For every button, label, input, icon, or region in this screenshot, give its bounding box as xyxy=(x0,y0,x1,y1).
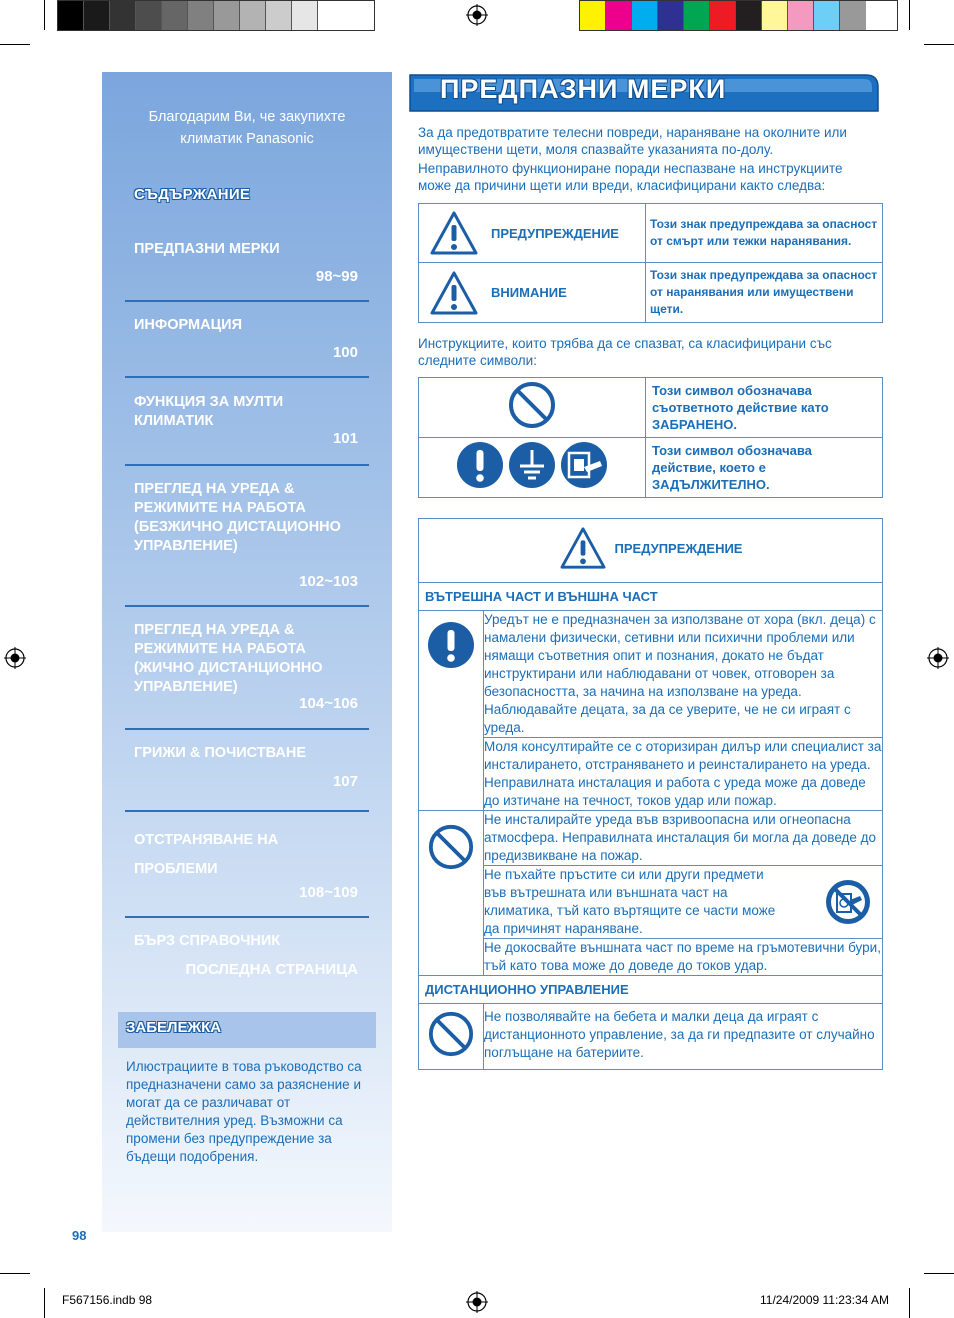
warning-triangle-icon xyxy=(429,210,479,256)
symbol-description: Този символ обозначава действие, което е ЗАДЪЛЖИТЕЛНО. xyxy=(652,443,812,492)
crop-mark xyxy=(0,1273,30,1274)
toc-item-page: 100 xyxy=(332,344,358,361)
warning-item: Моля консултирайте се с оторизиран дилър или специалист за инсталирането, отстраняването и реинсталирането на уреда. Неправилната инсталация и работа с уреда може да доведе до изтичане на течност, токов удар или пожар. xyxy=(484,738,883,811)
symbols-table xyxy=(418,377,883,498)
toc-item-title[interactable]: ИНФОРМАЦИЯ xyxy=(134,317,243,333)
registration-mark-icon xyxy=(466,4,488,26)
toc-divider xyxy=(125,916,369,918)
table-row xyxy=(419,583,883,611)
toc-divider xyxy=(125,300,369,302)
table-row xyxy=(419,738,883,811)
crop-mark xyxy=(0,44,30,45)
ground-connection-icon xyxy=(508,441,556,489)
mandatory-exclamation-icon xyxy=(456,441,504,489)
caution-triangle-icon xyxy=(429,270,479,316)
warning-item: Уредът не е предназначен за използване от хора (вкл. деца) с намалени физически, сетивни или психични проблеми или нямащи съответния опит и познания, докато не бъдат инструктирани или наблюдавани от човек, отговорен за безопасността, за начина на използване на уреда. Наблюдавайте децата, за да се уверите, че не си играят с уреда. xyxy=(484,611,883,738)
mandatory-exclamation-icon xyxy=(427,621,475,669)
table-row xyxy=(419,811,883,866)
toc-item-page: 104~106 xyxy=(299,695,358,712)
note-text: Илюстрациите в това ръководство са предназначени само за разяснение и могат да се различават от действителния уред. Възможни са промени без предупреждение за бъдещи подобрения. xyxy=(126,1059,362,1164)
crop-mark xyxy=(909,1288,910,1318)
footer-file: F567156.indb 98 xyxy=(62,1293,153,1307)
unplug-power-icon xyxy=(560,441,608,489)
page-title: ПРЕДПАЗНИ МЕРКИ xyxy=(440,74,727,104)
page-number: 98 xyxy=(72,1228,87,1243)
warning-table xyxy=(418,518,883,1070)
toc-item-title[interactable]: БЪРЗ СПРАВОЧНИК xyxy=(134,933,281,949)
crop-mark xyxy=(924,44,954,45)
table-row xyxy=(419,263,883,323)
no-fingers-in-fan-icon xyxy=(824,878,872,926)
toc-item-page: 107 xyxy=(332,773,358,790)
section-heading: ВЪТРЕШНА ЧАСТ И ВЪНШНА ЧАСТ xyxy=(419,583,883,611)
severity-description: Този знак предупреждава за опасност от наранявания или имуществени щети. xyxy=(650,268,878,316)
toc-item-page: ПОСЛЕДНА СТРАНИЦА xyxy=(185,961,358,978)
crop-mark xyxy=(44,0,45,30)
prohibited-icon xyxy=(427,1010,475,1058)
toc-item-page: 108~109 xyxy=(299,884,358,901)
prohibited-icon xyxy=(507,380,557,430)
toc-item-page: 102~103 xyxy=(299,573,358,590)
toc-heading: СЪДЪРЖАНИЕ xyxy=(134,186,251,203)
footer-date: 11/24/2009 11:23:34 AM xyxy=(760,1293,889,1307)
symbols-intro: Инструкциите, които трябва да се спазват, са класифицирани със следните символи: xyxy=(418,336,832,368)
table-row xyxy=(419,519,883,583)
registration-mark-icon xyxy=(466,1291,488,1313)
symbol-description: Този символ обозначава съответното действие като ЗАБРАНЕНО. xyxy=(652,383,829,432)
section-heading: ДИСТАНЦИОННО УПРАВЛЕНИЕ xyxy=(419,976,883,1004)
severity-table xyxy=(418,203,883,323)
warning-item: Не позволявайте на бебета и малки деца да играят с дистанционното управление, за да ги предпазите от случайно поглъщане на батериите. xyxy=(484,1004,883,1070)
table-row xyxy=(419,976,883,1004)
toc-item-title[interactable]: ОТСТРАНЯВАНЕ НА ПРОБЛЕМИ xyxy=(134,832,279,877)
toc-divider xyxy=(125,728,369,730)
crop-mark xyxy=(924,1273,954,1274)
severity-description: Този знак предупреждава за опасност от смърт или тежки наранявания. xyxy=(650,217,878,248)
warning-triangle-icon xyxy=(559,526,607,570)
registration-mark-icon xyxy=(927,647,949,669)
warning-item: Не докосвайте външната част по време на гръмотевични бури, тъй като това може до доведе до токов удар. xyxy=(484,939,883,976)
table-row xyxy=(419,378,883,438)
toc-divider xyxy=(125,376,369,378)
crop-mark xyxy=(909,0,910,30)
note-heading: ЗАБЕЛЕЖКА xyxy=(126,1019,222,1036)
warning-item: Не инсталирайте уреда във взривоопасна или огнеопасна атмосфера. Неправилната инсталация би могла да доведе до предизвикване на пожар. xyxy=(484,811,883,866)
table-row xyxy=(419,866,883,939)
warning-item: Не пъхайте пръстите си или други предмети във вътрешната или външната част на климатика, тъй като въртящите се части може да причинят нараняване. xyxy=(484,867,776,936)
toc-divider xyxy=(125,605,369,607)
color-bar xyxy=(579,0,898,31)
table-row xyxy=(419,939,883,976)
warning-header: ПРЕДУПРЕЖДЕНИЕ xyxy=(614,540,743,556)
intro-text: За да предотвратите телесни повреди, нараняване на околните или имуществени щети, моля спазвайте указанията по-долу. xyxy=(418,125,847,157)
toc-divider xyxy=(125,810,369,812)
table-row xyxy=(419,611,883,738)
table-row xyxy=(419,204,883,263)
table-row xyxy=(419,1004,883,1070)
sidebar xyxy=(102,72,392,1232)
intro-text: Неправилното функциониране поради неспазване на инструкциите може да причини щети или вреди, класифицирани както следва: xyxy=(418,161,843,193)
toc-item-title[interactable]: ГРИЖИ & ПОЧИСТВАНЕ xyxy=(134,745,307,761)
toc-item-title[interactable]: ПРЕГЛЕД НА УРЕДА & РЕЖИМИТЕ НА РАБОТА (БЕЗЖИЧНО ДИСТАЦИОННО УПРАВЛЕНИЕ) xyxy=(134,481,341,554)
toc-item-title[interactable]: ФУНКЦИЯ ЗА МУЛТИ КЛИМАТИК xyxy=(134,394,284,429)
toc-item-title[interactable]: ПРЕДПАЗНИ МЕРКИ xyxy=(134,241,280,257)
severity-label: ПРЕДУПРЕЖДЕНИЕ xyxy=(491,225,619,241)
table-row xyxy=(419,438,883,498)
toc-item-page: 98~99 xyxy=(315,268,358,285)
grayscale-bar xyxy=(57,0,375,31)
toc-item-page: 101 xyxy=(332,430,358,447)
crop-mark xyxy=(44,1288,45,1318)
thanks-text: Благодарим Ви, че закупихте климатик Panasonic xyxy=(148,109,346,147)
severity-label: ВНИМАНИЕ xyxy=(491,285,567,300)
registration-mark-icon xyxy=(4,647,26,669)
prohibited-icon xyxy=(427,823,475,871)
toc-divider xyxy=(125,464,369,466)
toc-item-title[interactable]: ПРЕГЛЕД НА УРЕДА & РЕЖИМИТЕ НА РАБОТА (ЖИЧНО ДИСТАНЦИОННО УПРАВЛЕНИЕ) xyxy=(134,622,323,695)
